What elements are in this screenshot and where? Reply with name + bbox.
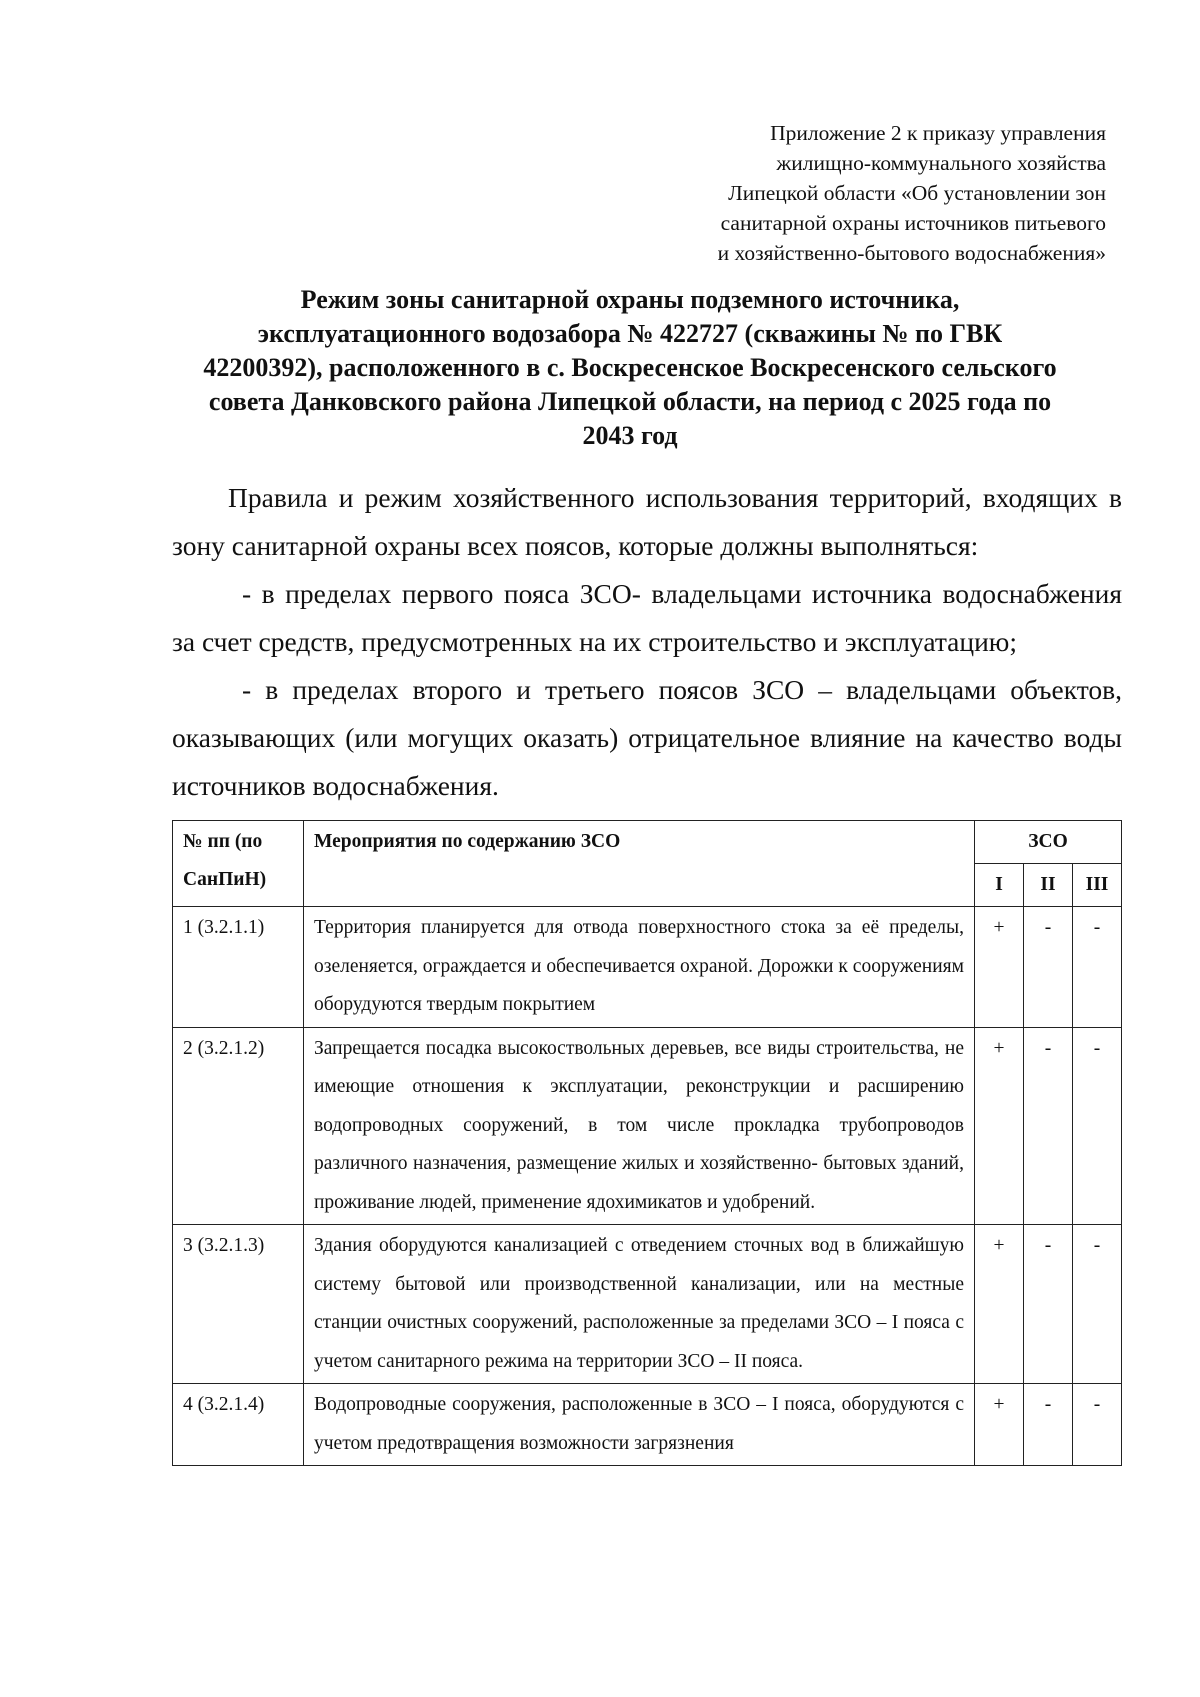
row-belt-2-mark: -	[1024, 1225, 1073, 1384]
table-header-row	[173, 821, 1122, 864]
row-description: Запрещается посадка высокоствольных деревьев, все виды строительства, не имеющие отношения к эксплуатации, реконструкции и расширению водопроводных сооружений, в том числе прокладка трубопроводов различного назначения, размещение жилых и хозяйственно- бытовых зданий, проживание людей, применение ядохимикатов и удобрений.	[304, 1027, 975, 1225]
title-line: 2043 год	[582, 421, 678, 450]
header-belt-1: I	[975, 864, 1024, 907]
table-row	[173, 1225, 1122, 1384]
row-number: 4 (3.2.1.4)	[173, 1384, 304, 1466]
title-line: совета Данковского района Липецкой области, на период с 2025 года по	[208, 387, 1052, 416]
row-number: 3 (3.2.1.3)	[173, 1225, 304, 1384]
row-belt-2-mark: -	[1024, 1027, 1073, 1225]
first-belt-paragraph: - в пределах первого пояса ЗСО- владельцами источника водоснабжения за счет средств, предусмотренных на их строительство и эксплуатацию;	[172, 578, 1122, 657]
annex-line: санитарной охраны источников питьевого	[720, 211, 1106, 235]
row-number: 1 (3.2.1.1)	[173, 907, 304, 1028]
annex-line: Липецкой области «Об установлении зон	[728, 181, 1106, 205]
row-belt-3-mark: -	[1073, 907, 1122, 1028]
row-belt-1-mark: +	[975, 1384, 1024, 1466]
table-row	[173, 1384, 1122, 1466]
row-number: 2 (3.2.1.2)	[173, 1027, 304, 1225]
row-belt-3-mark: -	[1073, 1027, 1122, 1225]
row-description: Территория планируется для отвода поверхностного стока за её пределы, озеленяется, ограждается и обеспечивается охраной. Дорожки к сооружениям оборудуются твердым покрытием	[304, 907, 975, 1028]
document-title	[150, 283, 1110, 453]
body-text	[172, 474, 1122, 810]
header-num-line2: СанПиН)	[183, 869, 267, 890]
annex-line: Приложение 2 к приказу управления	[770, 121, 1106, 145]
row-belt-1-mark: +	[975, 907, 1024, 1028]
row-description: Здания оборудуются канализацией с отведением сточных вод в ближайшую систему бытовой или производственной канализации, или на местные станции очистных сооружений, расположенные за пределами ЗСО – I пояса с учетом санитарного режима на территории ЗСО – II пояса.	[304, 1225, 975, 1384]
header-zso: ЗСО	[975, 821, 1122, 864]
second-third-belt-paragraph: - в пределах второго и третьего поясов ЗСО – владельцами объектов, оказывающих (или могущих оказать) отрицательное влияние на качество воды источников водоснабжения.	[172, 674, 1122, 801]
annex-line: и хозяйственно-бытового водоснабжения»	[717, 241, 1106, 265]
row-belt-3-mark: -	[1073, 1384, 1122, 1466]
row-belt-3-mark: -	[1073, 1225, 1122, 1384]
title-line: 42200392), расположенного в с. Воскресенское Воскресенского сельского	[203, 353, 1057, 382]
zso-measures-table	[172, 820, 1122, 1466]
header-belt-3: III	[1073, 864, 1122, 907]
table-row	[173, 1027, 1122, 1225]
row-belt-2-mark: -	[1024, 1384, 1073, 1466]
row-belt-1-mark: +	[975, 1027, 1024, 1225]
row-belt-2-mark: -	[1024, 907, 1073, 1028]
header-num-line1: № пп (по	[183, 831, 263, 852]
title-line: Режим зоны санитарной охраны подземного источника,	[300, 285, 960, 314]
row-belt-1-mark: +	[975, 1225, 1024, 1384]
annex-line: жилищно-коммунального хозяйства	[776, 151, 1106, 175]
header-belt-2: II	[1024, 864, 1073, 907]
header-num	[173, 821, 304, 907]
annex-header	[546, 118, 1106, 268]
intro-paragraph: Правила и режим хозяйственного использования территорий, входящих в зону санитарной охраны всех поясов, которые должны выполняться:	[172, 482, 1122, 561]
table-row	[173, 907, 1122, 1028]
header-measures: Мероприятия по содержанию ЗСО	[304, 821, 975, 907]
title-line: эксплуатационного водозабора № 422727 (скважины № по ГВК	[257, 319, 1003, 348]
row-description: Водопроводные сооружения, расположенные в ЗСО – I пояса, оборудуются с учетом предотвращения возможности загрязнения	[304, 1384, 975, 1466]
